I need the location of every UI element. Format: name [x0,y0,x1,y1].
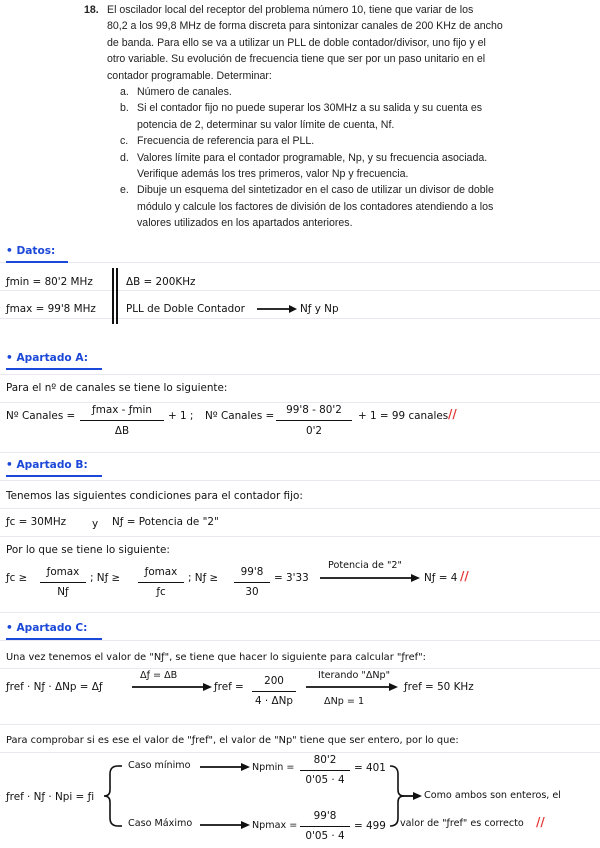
apartado-c-intro: Una vez tenemos el valor de "Nƒ", se tiene que hacer lo siguiente para calcular "ƒref": [6,652,426,663]
fraction-numerator: 99'8 [240,566,264,578]
item-letter: c. [120,135,129,148]
datos-divider [112,268,114,324]
problem-intro-line: otro variable. Su evolución de frecuencia tiene que ser por un paso unitario en el [107,53,486,66]
fraction-denominator: 30 [245,586,259,598]
fraction-bar [138,582,184,583]
ruled-line [0,290,600,291]
arrow-icon [257,303,297,315]
item-letter: b. [120,102,129,115]
fraction-bar [276,420,352,421]
ruled-line [0,536,600,537]
fmin-value: ƒmin = 80'2 MHz [6,276,93,288]
result-tick: // [460,569,469,583]
item-line: potencia de 2, determinar su valor límite de cuenta, Nf. [137,118,395,131]
ruled-line [0,724,600,725]
ruled-line [0,402,600,403]
channels-numerator-values: 99'8 - 80'2 [286,404,342,416]
apartado-c-intro2: Para comprobar si es ese el valor de "ƒref", el valor de "Np" tiene que ser entero, por lo que: [6,735,459,746]
fraction-numerator: 200 [264,675,284,687]
problem-intro-line: contador programable. Determinar: [107,69,272,82]
ruled-line [0,752,600,753]
arrow-icon [200,819,250,831]
arrow-label: Δƒ = ΔB [140,670,178,681]
arrow-icon [200,761,250,773]
problem-item-e [120,182,524,231]
np-equation: ƒref · Nƒ · Npi = ƒi [6,791,95,803]
problem-statement [84,2,524,232]
item-line: Si el contador fijo no puede superar los 30MHz a su salida y su cuenta es [137,102,483,115]
problem-intro-line: de banda. Para ello se va a utilizar un PLL de doble contador/divisor, uno fijo y el [107,36,486,49]
apartado-b-underline [6,475,102,477]
pll-counters: Nƒ y Np [300,303,339,315]
problem-item-d [120,150,524,183]
np-min-result: = 401 [354,762,386,774]
problem-item-c [120,133,524,149]
plus-one: + 1 ; [168,410,194,422]
fraction-bar [300,826,350,827]
problem-item-b [120,100,524,133]
ruled-line [0,262,600,263]
np-max-result: = 499 [354,820,386,832]
channels-denominator: ΔB [114,425,130,437]
apartado-c-underline [6,638,102,640]
apartado-a-underline [6,368,102,370]
conclusion-line: valor de "ƒref" es correcto [400,818,524,829]
nf-inequality: ; Nƒ ≥ [188,572,219,584]
datos-heading: • Datos: [6,245,56,257]
item-line: Número de canales. [137,86,232,99]
item-line: Verifique además los tres primeros, valor Np y frecuencia. [137,168,409,181]
fraction-bar [252,691,296,692]
fraction-bar [300,770,350,771]
channels-result: + 1 = 99 canales [358,410,449,422]
fraction-denominator: 0'05 · 4 [305,830,345,842]
datos-heading-underline [6,261,68,263]
fc-inequality: ƒc ≥ [6,572,28,584]
fraction-denominator: ƒc [156,586,166,598]
apartado-b-intro: Tenemos las siguientes condiciones para el contador fijo: [6,490,303,502]
channels-label: Nº Canales = [6,410,76,422]
fraction-bar [80,420,164,421]
apartado-b-intro2: Por lo que se tiene lo siguiente: [6,544,170,556]
and-word: y [92,518,99,530]
ruled-line [0,374,600,375]
item-line: módulo y calcule los factores de división de los contadores atendiendo a los [137,200,494,213]
arrow-icon [306,681,398,693]
arrow-icon [402,790,422,802]
np-min-label: Npmin = [252,762,295,773]
ruled-line [0,668,600,669]
arrow-label: Potencia de "2" [328,560,402,571]
nf-computed: = 3'33 [274,572,309,584]
channels-numerator: ƒmax - ƒmin [92,404,152,416]
ruled-line [0,480,600,481]
problem-number: 18. [84,4,99,16]
left-brace [100,760,130,832]
fraction-denominator: Nƒ [57,586,69,598]
ruled-line [0,508,600,509]
nf-condition: Nƒ = Potencia de "2" [112,516,219,528]
fraction-denominator: 4 · ΔNp [255,695,293,707]
fraction-numerator: 99'8 [313,810,337,822]
item-line: Frecuencia de referencia para el PLL. [137,135,315,148]
result-tick: // [536,815,545,829]
fraction-numerator: ƒomax [144,566,178,578]
problem-intro-line: El oscilador local del receptor del problema número 10, tiene que variar de los [107,4,474,16]
fmax-value: ƒmax = 99'8 MHz [6,303,96,315]
problem-item-a [120,84,524,100]
item-letter: a. [120,86,129,99]
channels-denominator-values: 0'2 [305,425,323,437]
nf-result: Nƒ = 4 [424,572,458,584]
ruled-line [0,640,600,641]
arrow-sublabel: ΔNp = 1 [324,696,365,707]
fraction-numerator: 80'2 [313,754,337,766]
datos-divider [116,268,118,324]
item-line: Valores límite para el contador programable, Np, y su frecuencia asociada. [137,151,488,164]
apartado-a-intro: Para el nº de canales se tiene lo siguiente: [6,382,228,394]
channels-label: Nº Canales = [205,410,275,422]
item-letter: e. [120,184,129,197]
fref-result: ƒref = 50 KHz [404,681,474,693]
deltab-value: ΔB = 200KHz [126,276,196,288]
fref-lhs: ƒref = [214,681,244,693]
fc-condition: ƒc = 30MHz [6,516,67,528]
arrow-label: Iterando "ΔNp" [318,670,391,681]
arrow-icon [320,572,420,584]
fref-equation: ƒref · Nƒ · ΔNp = Δƒ [6,681,103,693]
item-letter: d. [120,151,129,164]
pll-type: PLL de Doble Contador [126,303,245,315]
apartado-a-heading: • Apartado A: [6,352,89,364]
min-case-label: Caso mínimo [128,760,191,771]
ruled-line [0,612,600,613]
np-max-label: Npmax = [252,820,298,831]
fraction-bar [40,582,86,583]
conclusion-line: Como ambos son enteros, el [424,790,561,801]
ruled-line [0,452,600,453]
fraction-bar [234,582,270,583]
apartado-c-heading: • Apartado C: [6,622,88,634]
item-line: valores utilizados en los apartados anteriores. [137,217,353,230]
apartado-b-heading: • Apartado B: [6,459,88,471]
arrow-icon [132,681,212,693]
ruled-line [0,318,600,319]
fraction-numerator: ƒomax [46,566,80,578]
result-tick: // [448,407,457,421]
max-case-label: Caso Máximo [128,818,193,829]
problem-intro-line: 80,2 a los 99,8 MHz de forma discreta para sintonizar canales de 200 KHz de ancho [107,20,503,33]
nf-inequality: ; Nƒ ≥ [90,572,121,584]
fraction-denominator: 0'05 · 4 [305,774,345,786]
item-line: Dibuje un esquema del sintetizador en el caso de utilizar un divisor de doble [137,184,494,197]
